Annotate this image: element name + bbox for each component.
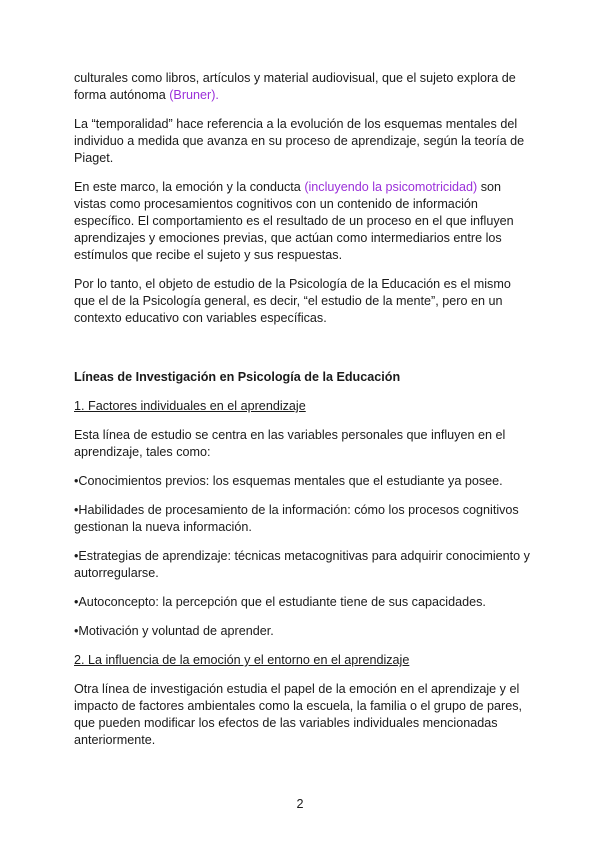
list-item: •Conocimientos previos: los esquemas mentales que el estudiante ya posee. bbox=[74, 474, 503, 488]
paragraph-temporalidad: La “temporalidad” hace referencia a la evolución de los esquemas mentales del individuo a medida que avanza en su proceso de aprendizaje, según la teoría de Piaget. bbox=[74, 117, 525, 165]
list-item: •Habilidades de procesamiento de la información: cómo los procesos cognitivos gestionan la nueva información. bbox=[74, 503, 519, 534]
list-item: •Estrategias de aprendizaje: técnicas metacognitivas para adquirir conocimiento y autorregularse. bbox=[74, 549, 530, 580]
paragraph-text: En este marco, la emoción y la conducta bbox=[74, 180, 305, 194]
paragraph-factores-intro: Esta línea de estudio se centra en las variables personales que influyen en el aprendizaje, tales como: bbox=[74, 428, 506, 459]
list-item: •Autoconcepto: la percepción que el estudiante tiene de sus capacidades. bbox=[74, 595, 486, 609]
paragraph-emocion-conducta bbox=[74, 179, 534, 264]
page-number: 2 bbox=[296, 797, 304, 811]
document-page bbox=[74, 70, 534, 761]
citation-psicomotricidad: (incluyendo la psicomotricidad) bbox=[304, 180, 478, 194]
paragraph-emocion-entorno: Otra línea de investigación estudia el papel de la emoción en el aprendizaje y el impacto de factores ambientales como la escuela, la familia o el grupo de pares, que pueden modificar los efectos de las variables individuales mencionadas anteriormente. bbox=[74, 682, 523, 747]
section-heading: Líneas de Investigación en Psicología de la Educación bbox=[74, 370, 401, 384]
list-item: •Motivación y voluntad de aprender. bbox=[74, 624, 274, 638]
paragraph-objeto-estudio: Por lo tanto, el objeto de estudio de la Psicología de la Educación es el mismo que el de la Psicología general, es decir, “el estudio de la mente”, pero en un contexto educativo con variables específicas. bbox=[74, 277, 511, 325]
subheading-emocion-entorno: 2. La influencia de la emoción y el entorno en el aprendizaje bbox=[74, 653, 410, 667]
paragraph-bruner bbox=[74, 70, 534, 104]
citation-bruner: (Bruner). bbox=[169, 88, 219, 102]
paragraph-text: culturales como libros, artículos y material audiovisual, que el sujeto explora de forma autónoma bbox=[74, 71, 516, 102]
subheading-factores-individuales: 1. Factores individuales en el aprendizaje bbox=[74, 399, 306, 413]
paragraph-text: son vistas como procesamientos cognitivos con un contenido de información específico. El comportamiento es el resultado de un proceso en el que influyen aprendizajes y emociones previas, que actúan como intermediarios entre los estímulos que recibe el sujeto y sus respuestas. bbox=[74, 180, 514, 262]
